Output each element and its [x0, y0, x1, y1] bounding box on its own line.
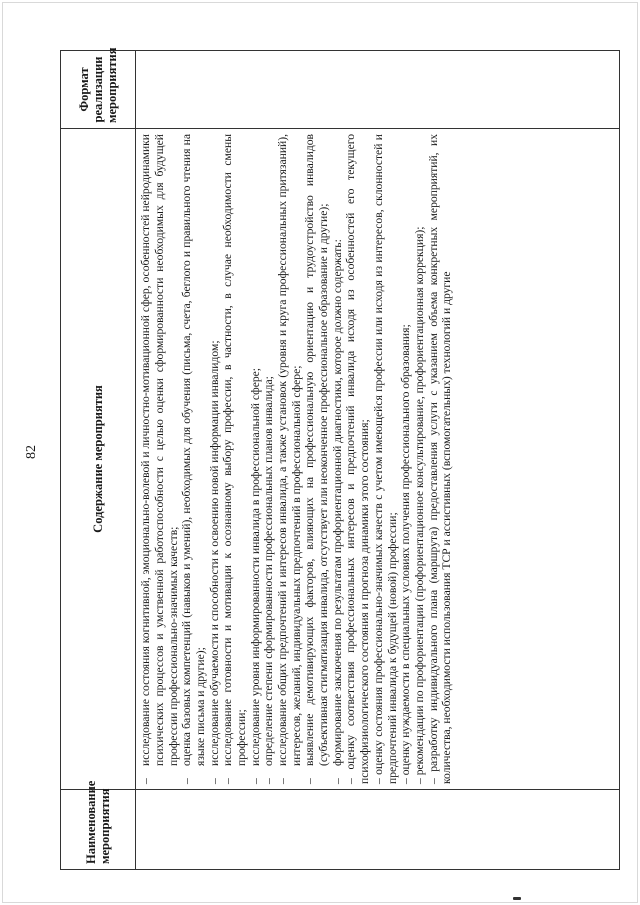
- scan-mark: [513, 897, 521, 900]
- sub-item-text: разработку индивидуального плана (маршрута) предоставления услуги с указанием объема конкретных мероприятий, их количества, необходимости использования ТСР и ассистивных (вспомогательных) технологий и другие: [426, 134, 454, 784]
- sub-item: [413, 134, 427, 784]
- list-item-text: исследование обучаемости и способности к освоению новой информации инвалидом;: [207, 340, 221, 766]
- header-activity-content: Содержание мероприятия: [61, 129, 136, 790]
- list-item-text: исследование готовности и мотивации к осознанному выбору профессии, в частности, в случае необходимости смены профессии;: [221, 134, 249, 766]
- list-item: [303, 134, 330, 784]
- list-item: [262, 134, 276, 784]
- sub-item: [344, 134, 371, 784]
- list-item-text: исследование уровня информированности инвалида в профессиональной сфере;: [248, 367, 262, 766]
- bullet-dash: –: [221, 778, 235, 784]
- rotated-table-wrapper: [60, 47, 620, 870]
- sub-item-text: рекомендации по профориентации (профориентационное консультирование, профориентационная коррекция);: [412, 226, 426, 776]
- sub-item-text: оценку нуждаемости в специальных условиях получения профессионального образования;: [399, 324, 413, 776]
- list-item-text: оценка базовых компетенций (навыков и умений), необходимых для обучения (письма, счета, беглого и правильного чтения на языке письма и другие);: [180, 134, 208, 766]
- sub-item: [399, 134, 413, 784]
- bullet-dash: –: [262, 778, 276, 784]
- sub-item-dash: –: [371, 778, 385, 784]
- list-item: [180, 134, 207, 784]
- header-activity-format: Формат реализации мероприятия: [61, 51, 136, 129]
- bullet-dash: –: [248, 778, 262, 784]
- list-item: [331, 134, 345, 784]
- list-item: [276, 134, 303, 784]
- page-number: 82: [24, 445, 39, 459]
- bullet-dash: –: [303, 778, 317, 784]
- bullet-dash: –: [330, 778, 344, 784]
- sub-item: [427, 134, 454, 784]
- cell-activity-name: [136, 790, 620, 870]
- list-item-text: формирование заключения по результатам профориентационной диагностики, которое должно содержать:: [330, 239, 344, 766]
- cell-activity-content: [136, 129, 620, 790]
- table-row: [136, 51, 620, 870]
- sub-item-text: оценку соответствия профессиональных интересов и предпочтений инвалида исходя из особенностей его текущего психофизиологического состояния и прогноза динамики этого состояния;: [344, 134, 372, 784]
- bullet-dash: –: [139, 778, 153, 784]
- sub-item-dash: –: [426, 778, 440, 784]
- list-item: [221, 134, 248, 784]
- header-activity-name: Наименование мероприятия: [61, 790, 136, 870]
- bullet-dash: –: [180, 778, 194, 784]
- cell-activity-format: [136, 51, 620, 129]
- list-item-text: исследование состояния когнитивной, эмоционально-волевой и личностно-мотивационной сфер, особенностей нейродинамики психических процессов и умственной работоспособности с целью оценки сформированности необходимых для будущей профессии профессионально-значимых качеств;: [139, 134, 180, 766]
- list-item: [249, 134, 263, 784]
- sub-item-dash: –: [412, 778, 426, 784]
- sub-item-text: оценку состояния профессионально-значимых качеств с учетом имеющейся профессии или исходя из интересов, склонностей и предпочтений инвалида к будущей (новой) профессии;: [371, 134, 399, 784]
- sub-item: [372, 134, 399, 784]
- list-item-text: исследование общих предпочтений и интересов инвалида, а также установок (уровня и круга профессиональных притязаний), интересов, желаний, индивидуальных предпочтений в профессиональной сфере;: [276, 134, 303, 766]
- list-item: [208, 134, 222, 784]
- sub-item-dash: –: [399, 778, 413, 784]
- list-item-text: определение степени сформированности профессиональных планов инвалида;: [262, 376, 276, 766]
- activities-table: [60, 47, 620, 870]
- sub-item-dash: –: [344, 778, 358, 784]
- list-item: [139, 134, 180, 784]
- table-header-row: [61, 51, 136, 870]
- list-item-text: выявление демотивирующих факторов, влияющих на профессиональную ориентацию и трудоустройство инвалидов (субъективная стигматизация инвалида, отсутствует или неоконченное профессиональное образование и другие);: [303, 134, 331, 766]
- bullet-dash: –: [276, 778, 290, 784]
- bullet-dash: –: [207, 778, 221, 784]
